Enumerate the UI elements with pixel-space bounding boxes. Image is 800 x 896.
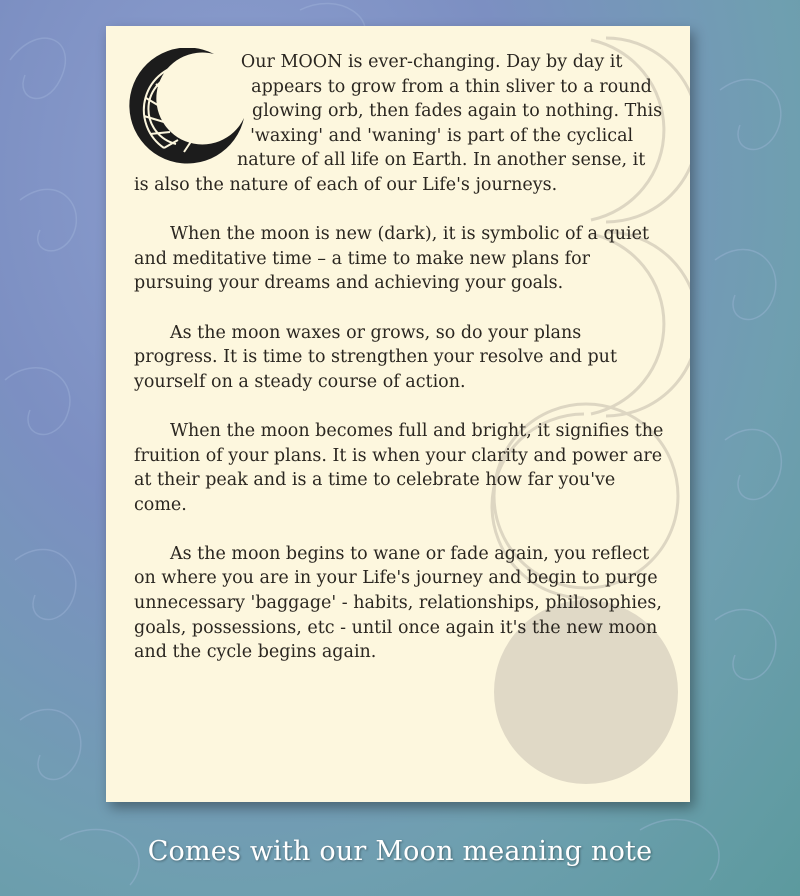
paragraph-waning-moon: As the moon begins to wane or fade again, you reflect on where you are in your Life's journey and begin to purge unnecessary 'baggage' - habits, relationships, philosophies, goals, possessions, etc - until once again it's the new moon and the cycle begins again. — [134, 543, 662, 663]
paragraph-waxing-moon: As the moon waxes or grows, so do your plans progress. It is time to strengthen your resolve and put yourself on a steady course of action. — [134, 322, 617, 392]
paragraph-new-moon: When the moon is new (dark), it is symbolic of a quiet and meditative time – a time to make new plans for pursuing your dreams and achieving your goals. — [134, 224, 649, 294]
caption: Comes with our Moon meaning note — [147, 836, 653, 867]
paragraph-intro: Our MOON is ever-changing. Day by day it appears to grow from a thin sliver to a round glowing orb, then fades again to nothing. This 'waxing' and 'waning' is part of the cyclical nature of all life on Earth. In another sense, it is also the nature of each of our Life's journeys. — [134, 52, 663, 195]
logo-spacer — [134, 50, 252, 168]
paragraph-full-moon: When the moon becomes full and bright, it signifies the fruition of your plans. It is when your clarity and power are at their peak and is a time to celebrate how far you've come. — [134, 420, 664, 515]
note-text — [134, 50, 664, 689]
moon-meaning-note — [106, 26, 690, 802]
